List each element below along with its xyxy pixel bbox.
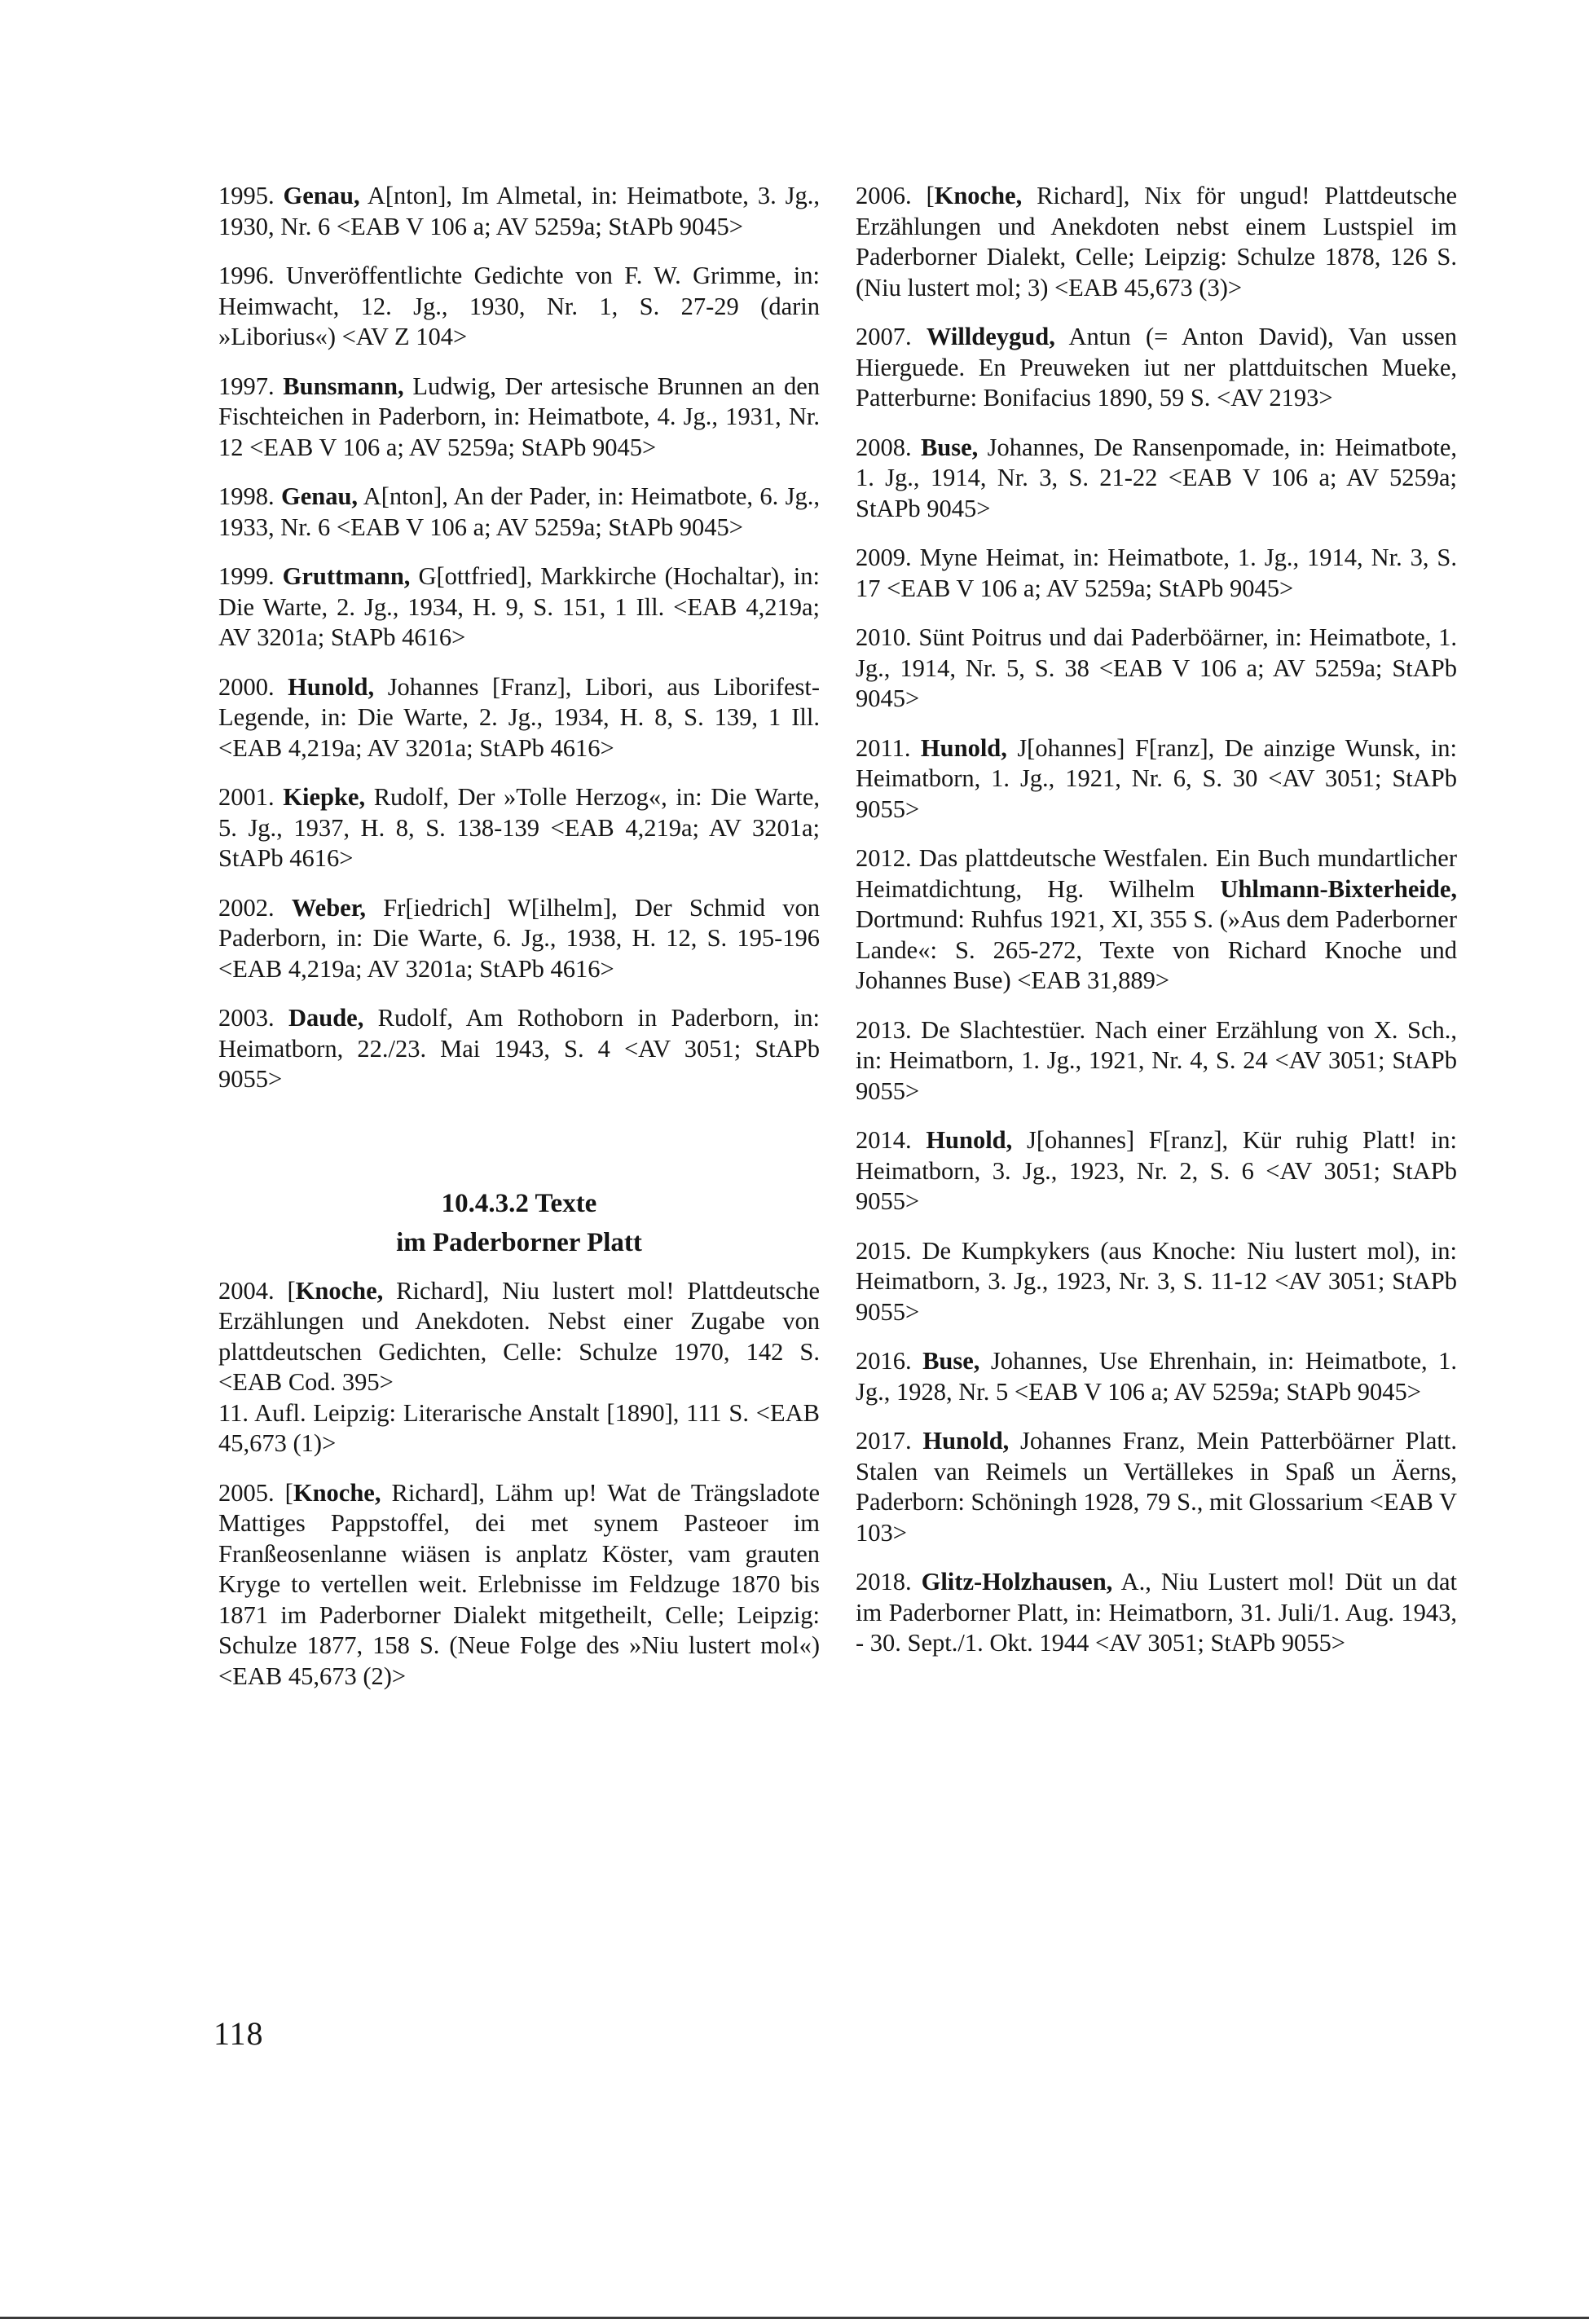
bibliography-entry bbox=[856, 733, 1457, 825]
bibliography-entry bbox=[218, 372, 820, 464]
entry-text: Sünt Poitrus und dai Paderböärner, in: Heimatbote, 1. Jg., 1914, Nr. 5, S. 38 <EAB V 106 a; AV 5259a; StAPb 9045> bbox=[856, 623, 1458, 712]
entry-text: A[nton], An der Pader, in: Heimatbote, 6. Jg., 1933, Nr. 6 <EAB V 106 a; AV 5259a; StAPb 9045> bbox=[218, 482, 820, 541]
bibliography-entry bbox=[218, 893, 820, 985]
entry-text: Fr[iedrich] W[ilhelm], Der Schmid von Paderborn, in: Die Warte, 6. Jg., 1938, H. 12, S. 195-196 <EAB 4,219a; AV 3201a; StAPb 4616> bbox=[218, 893, 821, 983]
entry-text: Johannes [Franz], Libori, aus Liborifest-Legende, in: Die Warte, 2. Jg., 1934, H. 8, S. 139, 1 Ill. <EAB 4,219a; AV 3201a; StAPb 4616> bbox=[218, 672, 820, 762]
entry-number: 2014. bbox=[856, 1126, 912, 1154]
entry-text: Unveröffentlichte Gedichte von F. W. Grimme, in: Heimwacht, 12. Jg., 1930, Nr. 1, S. 27-29 (darin »Liborius«) <AV Z 104> bbox=[218, 262, 820, 350]
bibliography-entry bbox=[218, 672, 820, 764]
entry-number: 2016. bbox=[856, 1347, 912, 1375]
page-number: 118 bbox=[213, 2015, 264, 2052]
bibliography-entry bbox=[856, 543, 1457, 604]
entry-text: Das plattdeutsche Westfalen. Ein Buch mundartlicher Heimatdichtung, Hg. Wilhelm bbox=[856, 844, 1457, 903]
entry-number: 1997. bbox=[218, 372, 275, 400]
entry-text: Rudolf, Der »Tolle Herzog«, in: Die Warte, 5. Jg., 1937, H. 8, S. 138-139 <EAB 4,219a; AV 3201a; StAPb 4616> bbox=[218, 783, 820, 872]
entry-text-continued: Dortmund: Ruhfus 1921, XI, 355 S. (»Aus dem Paderborner Lande«: S. 265-272, Texte von Richard Knoche und Johannes Buse) <EAB 31,889> bbox=[856, 905, 1457, 994]
entry-text: Richard], Nix för ungud! Plattdeutsche Erzählungen und Anekdoten nebst einem Lustspiel im Paderborner Dialekt, Celle; Leipzig: Schulze 1878, 126 S. (Niu lustert mol; 3) <EAB 45,673 (3)> bbox=[856, 182, 1458, 302]
entry-number: 2017. bbox=[856, 1427, 912, 1455]
entry-author: Willdeygud, bbox=[926, 323, 1055, 350]
entry-number: 2010. bbox=[856, 623, 912, 651]
entry-author: Uhlmann-Bixterheide, bbox=[1220, 874, 1458, 903]
entry-number: 2004. bbox=[218, 1276, 275, 1305]
entry-number: 2007. bbox=[856, 323, 912, 350]
entry-author: Hunold, bbox=[288, 672, 375, 701]
entry-number: 2011. bbox=[856, 733, 911, 762]
bibliography-entry bbox=[856, 1015, 1457, 1107]
bibliography-entry bbox=[218, 561, 820, 654]
entry-number: 2000. bbox=[218, 672, 275, 701]
bibliography-entry bbox=[856, 1567, 1457, 1659]
entry-text: A., Niu Lustert mol! Düt un dat im Paderborner Platt, in: Heimatborn, 31. Juli/1. Aug. 1943, - 30. Sept./1. Okt. 1944 <AV 3051; StAPb 9055> bbox=[856, 1568, 1457, 1657]
bottom-rule bbox=[0, 2317, 1589, 2319]
entry-text: Rudolf, Am Rothoborn in Paderborn, in: Heimatborn, 22./23. Mai 1943, S. 4 <AV 3051; StAPb 9055> bbox=[218, 1004, 821, 1093]
entry-number: 2018. bbox=[856, 1568, 912, 1596]
entry-text: Johannes, Use Ehrenhain, in: Heimatbote, 1. Jg., 1928, Nr. 5 <EAB V 106 a; AV 5259a; StAPb 9045> bbox=[856, 1347, 1458, 1406]
bibliography-entry bbox=[218, 261, 820, 353]
entry-author: Knoche, bbox=[934, 182, 1023, 209]
entry-number: 2009. bbox=[856, 544, 912, 571]
entry-author: Hunold, bbox=[920, 733, 1007, 762]
entry-text: Richard], Lähm up! Wat de Trängsladote Mattiges Pappstoffel, dei met synem Pasteoer im Franßeosenlanne wiäsen is anplatz Köster, vam grauten Kryge to vertellen weit. Erlebnisse im Feldzuge 1870 bis 1871 im Paderborner Dialekt mitgetheilt, Celle; Leipzig: Schulze 1877, 158 S. (Neue Folge des »Niu lustert mol«) <EAB 45,673 (2)> bbox=[218, 1478, 821, 1690]
entry-text: J[ohannes] F[ranz], Kür ruhig Platt! in: Heimatborn, 3. Jg., 1923, Nr. 2, S. 6 <AV 3051; StAPb 9055> bbox=[856, 1126, 1457, 1215]
section-heading bbox=[218, 1184, 820, 1262]
entry-author: Gruttmann, bbox=[282, 562, 411, 590]
bibliography-entry bbox=[856, 433, 1457, 525]
entry-number: 1996. bbox=[218, 262, 275, 289]
bibliography-entry bbox=[218, 1276, 820, 1459]
entry-author: Glitz-Holzhausen, bbox=[921, 1568, 1113, 1596]
entry-number: 2006. bbox=[856, 182, 912, 209]
bibliography-entry bbox=[856, 1346, 1457, 1407]
entry-number: 2013. bbox=[856, 1015, 912, 1044]
entry-prefix: [ bbox=[926, 182, 935, 209]
entry-text: J[ohannes] F[ranz], De ainzige Wunsk, in: Heimatborn, 1. Jg., 1921, Nr. 6, S. 30 <AV 3051; StAPb 9055> bbox=[856, 733, 1458, 823]
entry-number: 2012. bbox=[856, 844, 912, 872]
entry-author: Knoche, bbox=[295, 1276, 384, 1305]
entry-text: Johannes Franz, Mein Patterböärner Platt. Stalen van Reimels un Vertällekes in Spaß un Äerns, Paderborn: Schöningh 1928, 79 S., mit Glossarium <EAB V 103> bbox=[856, 1427, 1457, 1547]
entry-number: 1995. bbox=[218, 182, 275, 209]
bibliography-entry bbox=[218, 1003, 820, 1095]
entry-author: Buse, bbox=[920, 433, 979, 461]
section-heading-line: im Paderborner Platt bbox=[396, 1227, 642, 1257]
bibliography-entry bbox=[218, 482, 820, 543]
section-heading-line: 10.4.3.2 Texte bbox=[441, 1188, 597, 1218]
entry-number: 2003. bbox=[218, 1004, 275, 1032]
bibliography-entry bbox=[856, 322, 1457, 414]
entry-author: Knoche, bbox=[293, 1478, 381, 1507]
entry-author: Daude, bbox=[288, 1004, 364, 1032]
entry-text: Ludwig, Der artesische Brunnen an den Fischteichen in Paderborn, in: Heimatbote, 4. Jg., 1931, Nr. 12 <EAB V 106 a; AV 5259a; StAPb 9045> bbox=[218, 372, 820, 461]
entry-text: A[nton], Im Almetal, in: Heimatbote, 3. Jg., 1930, Nr. 6 <EAB V 106 a; AV 5259a; StAPb 9045> bbox=[218, 182, 820, 240]
entry-number: 1998. bbox=[218, 482, 275, 510]
entry-text: De Slachtestüer. Nach einer Erzählung von X. Sch., in: Heimatborn, 1. Jg., 1921, Nr. 4, S. 24 <AV 3051; StAPb 9055> bbox=[856, 1015, 1458, 1105]
bibliography-entry bbox=[218, 181, 820, 242]
bibliography-entry bbox=[218, 1478, 820, 1692]
bibliography-entry bbox=[218, 782, 820, 874]
entry-prefix: [ bbox=[287, 1276, 296, 1305]
entry-number: 2008. bbox=[856, 433, 912, 461]
entry-text: Antun (= Anton David), Van ussen Hierguede. En Preuweken iut ner plattduitschen Mueke, Patterburne: Bonifacius 1890, 59 S. <AV 2193> bbox=[856, 323, 1457, 412]
entry-number: 2002. bbox=[218, 893, 275, 922]
right-column bbox=[856, 181, 1457, 1678]
bibliography-entry bbox=[856, 623, 1457, 715]
entry-text: De Kumpkykers (aus Knoche: Niu lustert mol), in: Heimatborn, 3. Jg., 1923, Nr. 3, S. 11-12 <AV 3051; StAPb 9055> bbox=[856, 1236, 1457, 1326]
bibliography-entry bbox=[856, 1125, 1457, 1217]
entry-author: Genau, bbox=[280, 482, 359, 510]
entry-number: 2005. bbox=[218, 1478, 275, 1507]
entry-author: Bunsmann, bbox=[283, 372, 404, 400]
bibliography-entry bbox=[856, 1236, 1457, 1328]
entry-author: Hunold, bbox=[926, 1126, 1013, 1154]
entry-text: Richard], Niu lustert mol! Plattdeutsche Erzählungen und Anekdoten. Nebst einer Zugabe von plattdeutschen Gedichten, Celle: Schulze 1970, 142 S. <EAB Cod. 395> bbox=[218, 1276, 821, 1396]
entry-author: Genau, bbox=[283, 182, 360, 209]
entry-number: 2015. bbox=[856, 1236, 912, 1265]
entry-number: 2001. bbox=[218, 783, 275, 811]
entry-note: 11. Aufl. Leipzig: Literarische Anstalt [1890], 111 S. <EAB 45,673 (1)> bbox=[218, 1398, 820, 1457]
entry-text: G[ottfried], Markkirche (Hochaltar), in: Die Warte, 2. Jg., 1934, H. 9, S. 151, 1 Ill. <EAB 4,219a; AV 3201a; StAPb 4616> bbox=[218, 562, 820, 651]
entry-text: Johannes, De Ransenpomade, in: Heimatbote, 1. Jg., 1914, Nr. 3, S. 21-22 <EAB V 106 a; AV 5259a; StAPb 9045> bbox=[856, 433, 1457, 522]
entry-prefix: [ bbox=[284, 1478, 293, 1507]
section-spacer bbox=[218, 1114, 820, 1184]
entry-author: Weber, bbox=[291, 893, 367, 922]
entry-author: Kiepke, bbox=[283, 783, 366, 811]
entry-author: Buse, bbox=[922, 1347, 980, 1375]
bibliography-entry bbox=[856, 181, 1457, 303]
bibliography-entry bbox=[856, 1426, 1457, 1548]
bibliography-entry bbox=[856, 843, 1457, 997]
entry-text: Myne Heimat, in: Heimatbote, 1. Jg., 1914, Nr. 3, S. 17 <EAB V 106 a; AV 5259a; StAPb 9045> bbox=[856, 544, 1458, 602]
entry-number: 1999. bbox=[218, 562, 275, 590]
entry-author: Hunold, bbox=[922, 1427, 1010, 1455]
left-column bbox=[218, 181, 820, 1710]
